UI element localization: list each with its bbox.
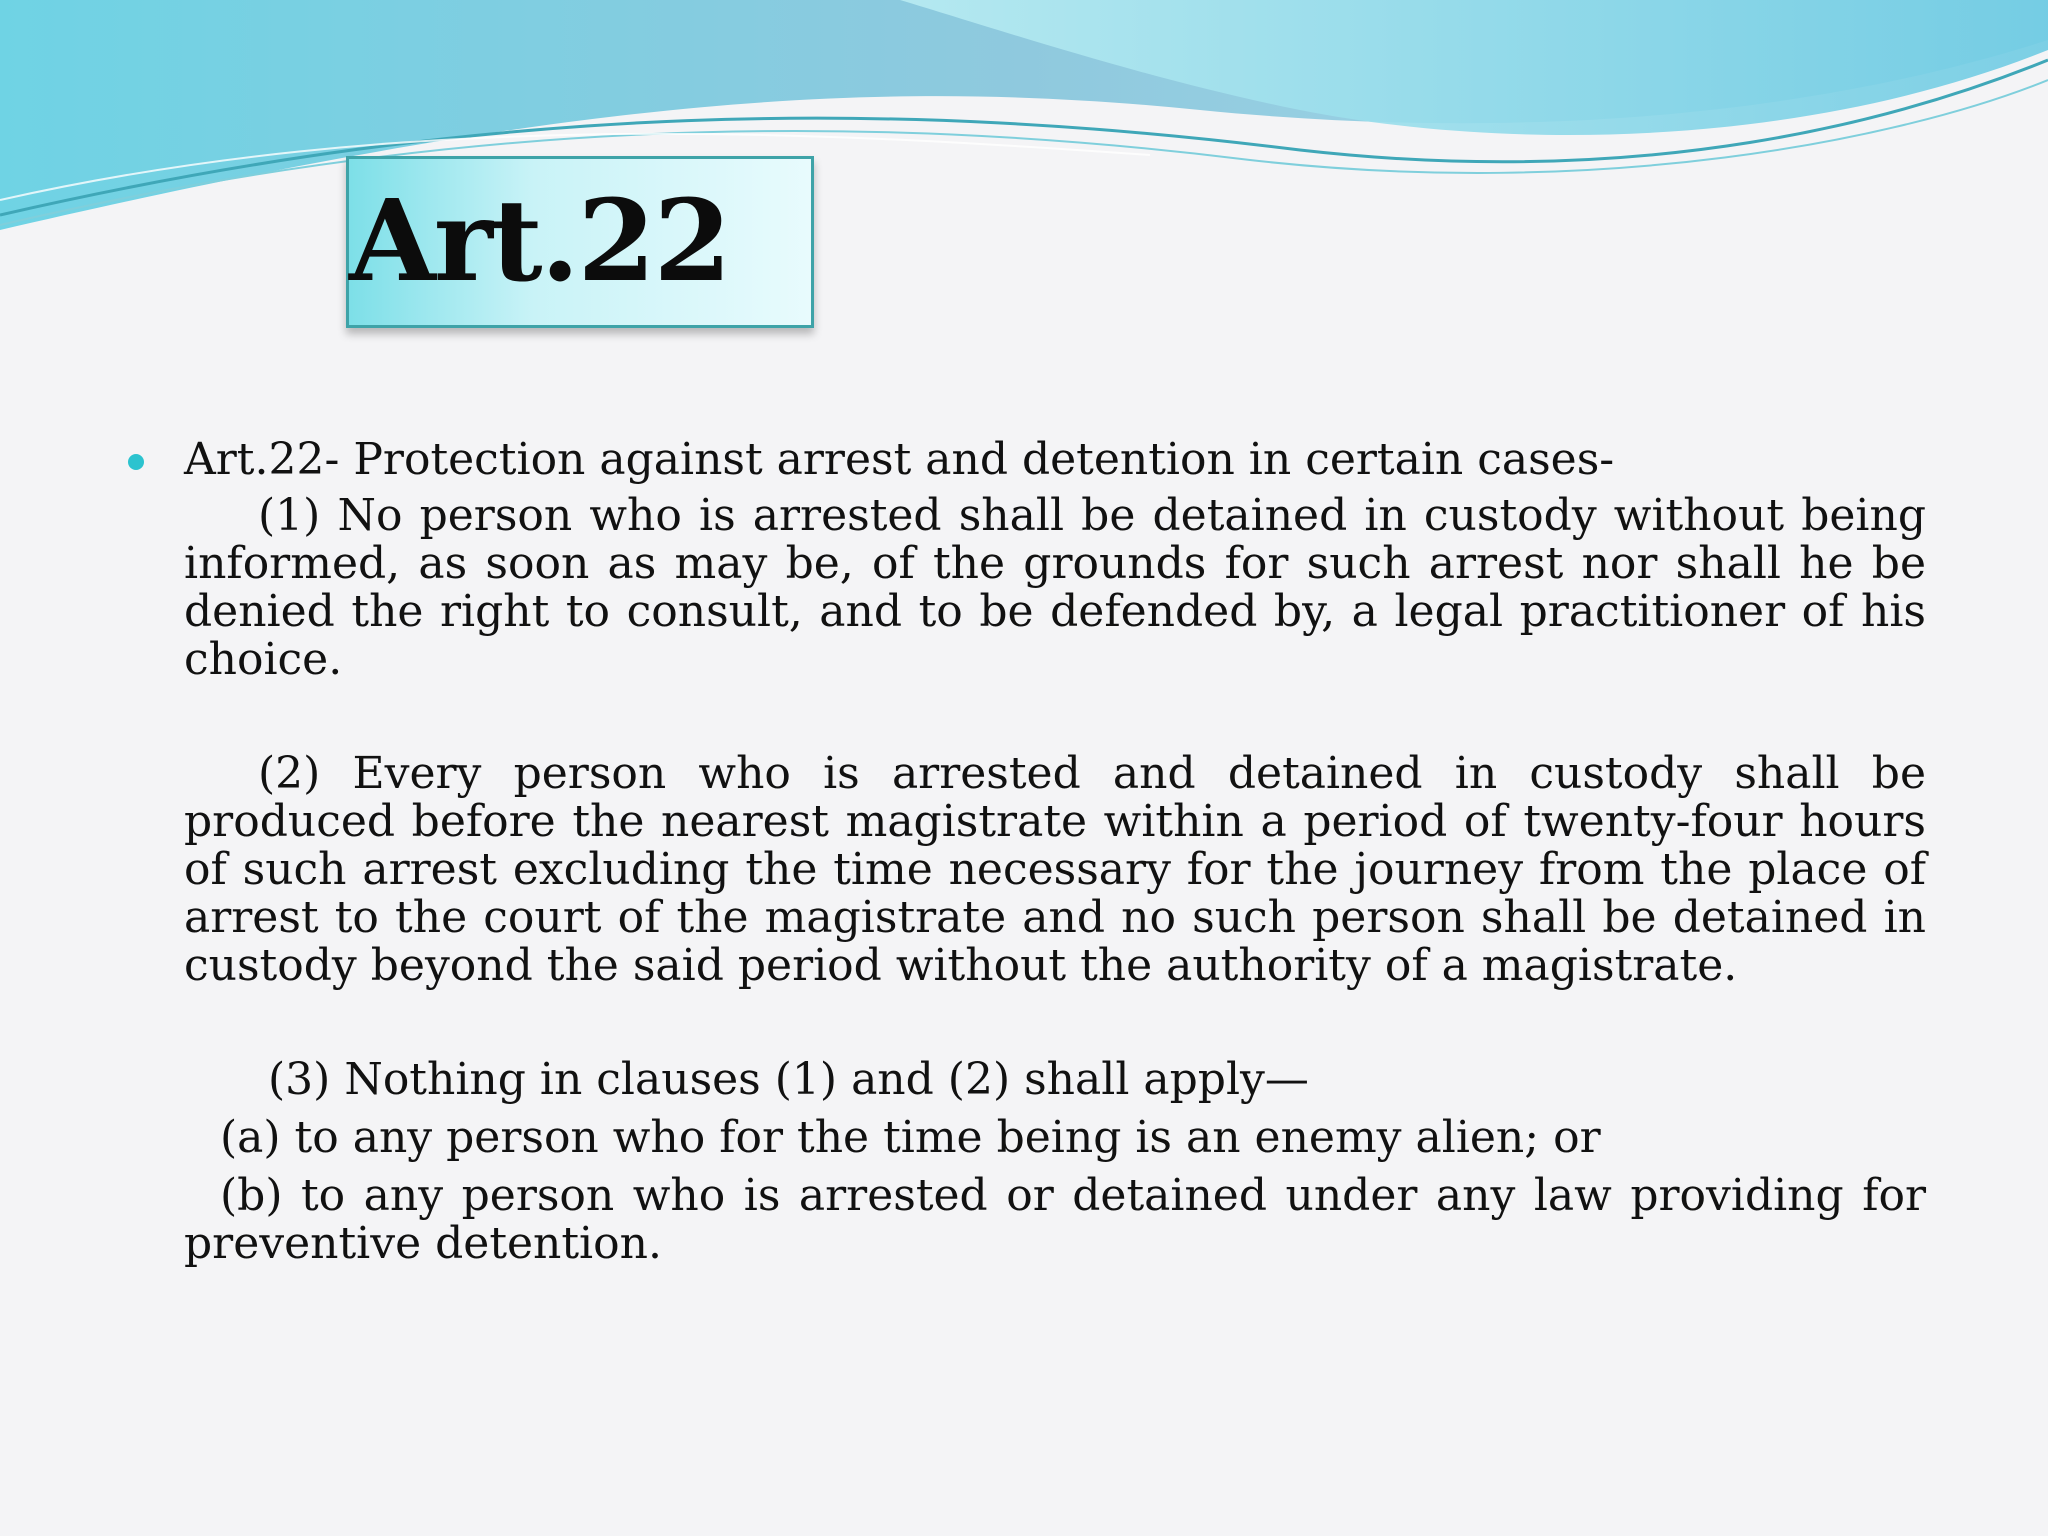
clause-3b-text: (b) to any person who is arrested or detained under any law providing for preventive detention. xyxy=(184,1170,1926,1269)
bullet-dot-icon xyxy=(128,454,144,470)
clause-3-text: (3) Nothing in clauses (1) and (2) shall apply— xyxy=(268,1054,1309,1105)
clause-1-text: (1) No person who is arrested shall be detained in custody without being informed, as soon as may be, of the grounds for such arrest nor shall he be denied the right to consult, and to be defended by, a legal practitioner of his choice. xyxy=(184,490,1926,685)
wave-header-decoration xyxy=(0,0,2048,240)
article-heading: Art.22- Protection against arrest and detention in certain cases- xyxy=(184,434,1615,485)
bullet-item xyxy=(184,436,1926,492)
slide-title: Art.22 xyxy=(349,176,730,307)
clause-3a-text: (a) to any person who for the time being is an enemy alien; or xyxy=(220,1112,1601,1163)
slide-content xyxy=(184,436,1926,1268)
clause-2-text: (2) Every person who is arrested and detained in custody shall be produced before the nearest magistrate within a period of twenty-four hours of such arrest excluding the time necessary for the journey from the place of arrest to the court of the magistrate and no such person shall be detained in custody beyond the said period without the authority of a magistrate. xyxy=(184,748,1926,991)
title-box xyxy=(346,156,814,328)
